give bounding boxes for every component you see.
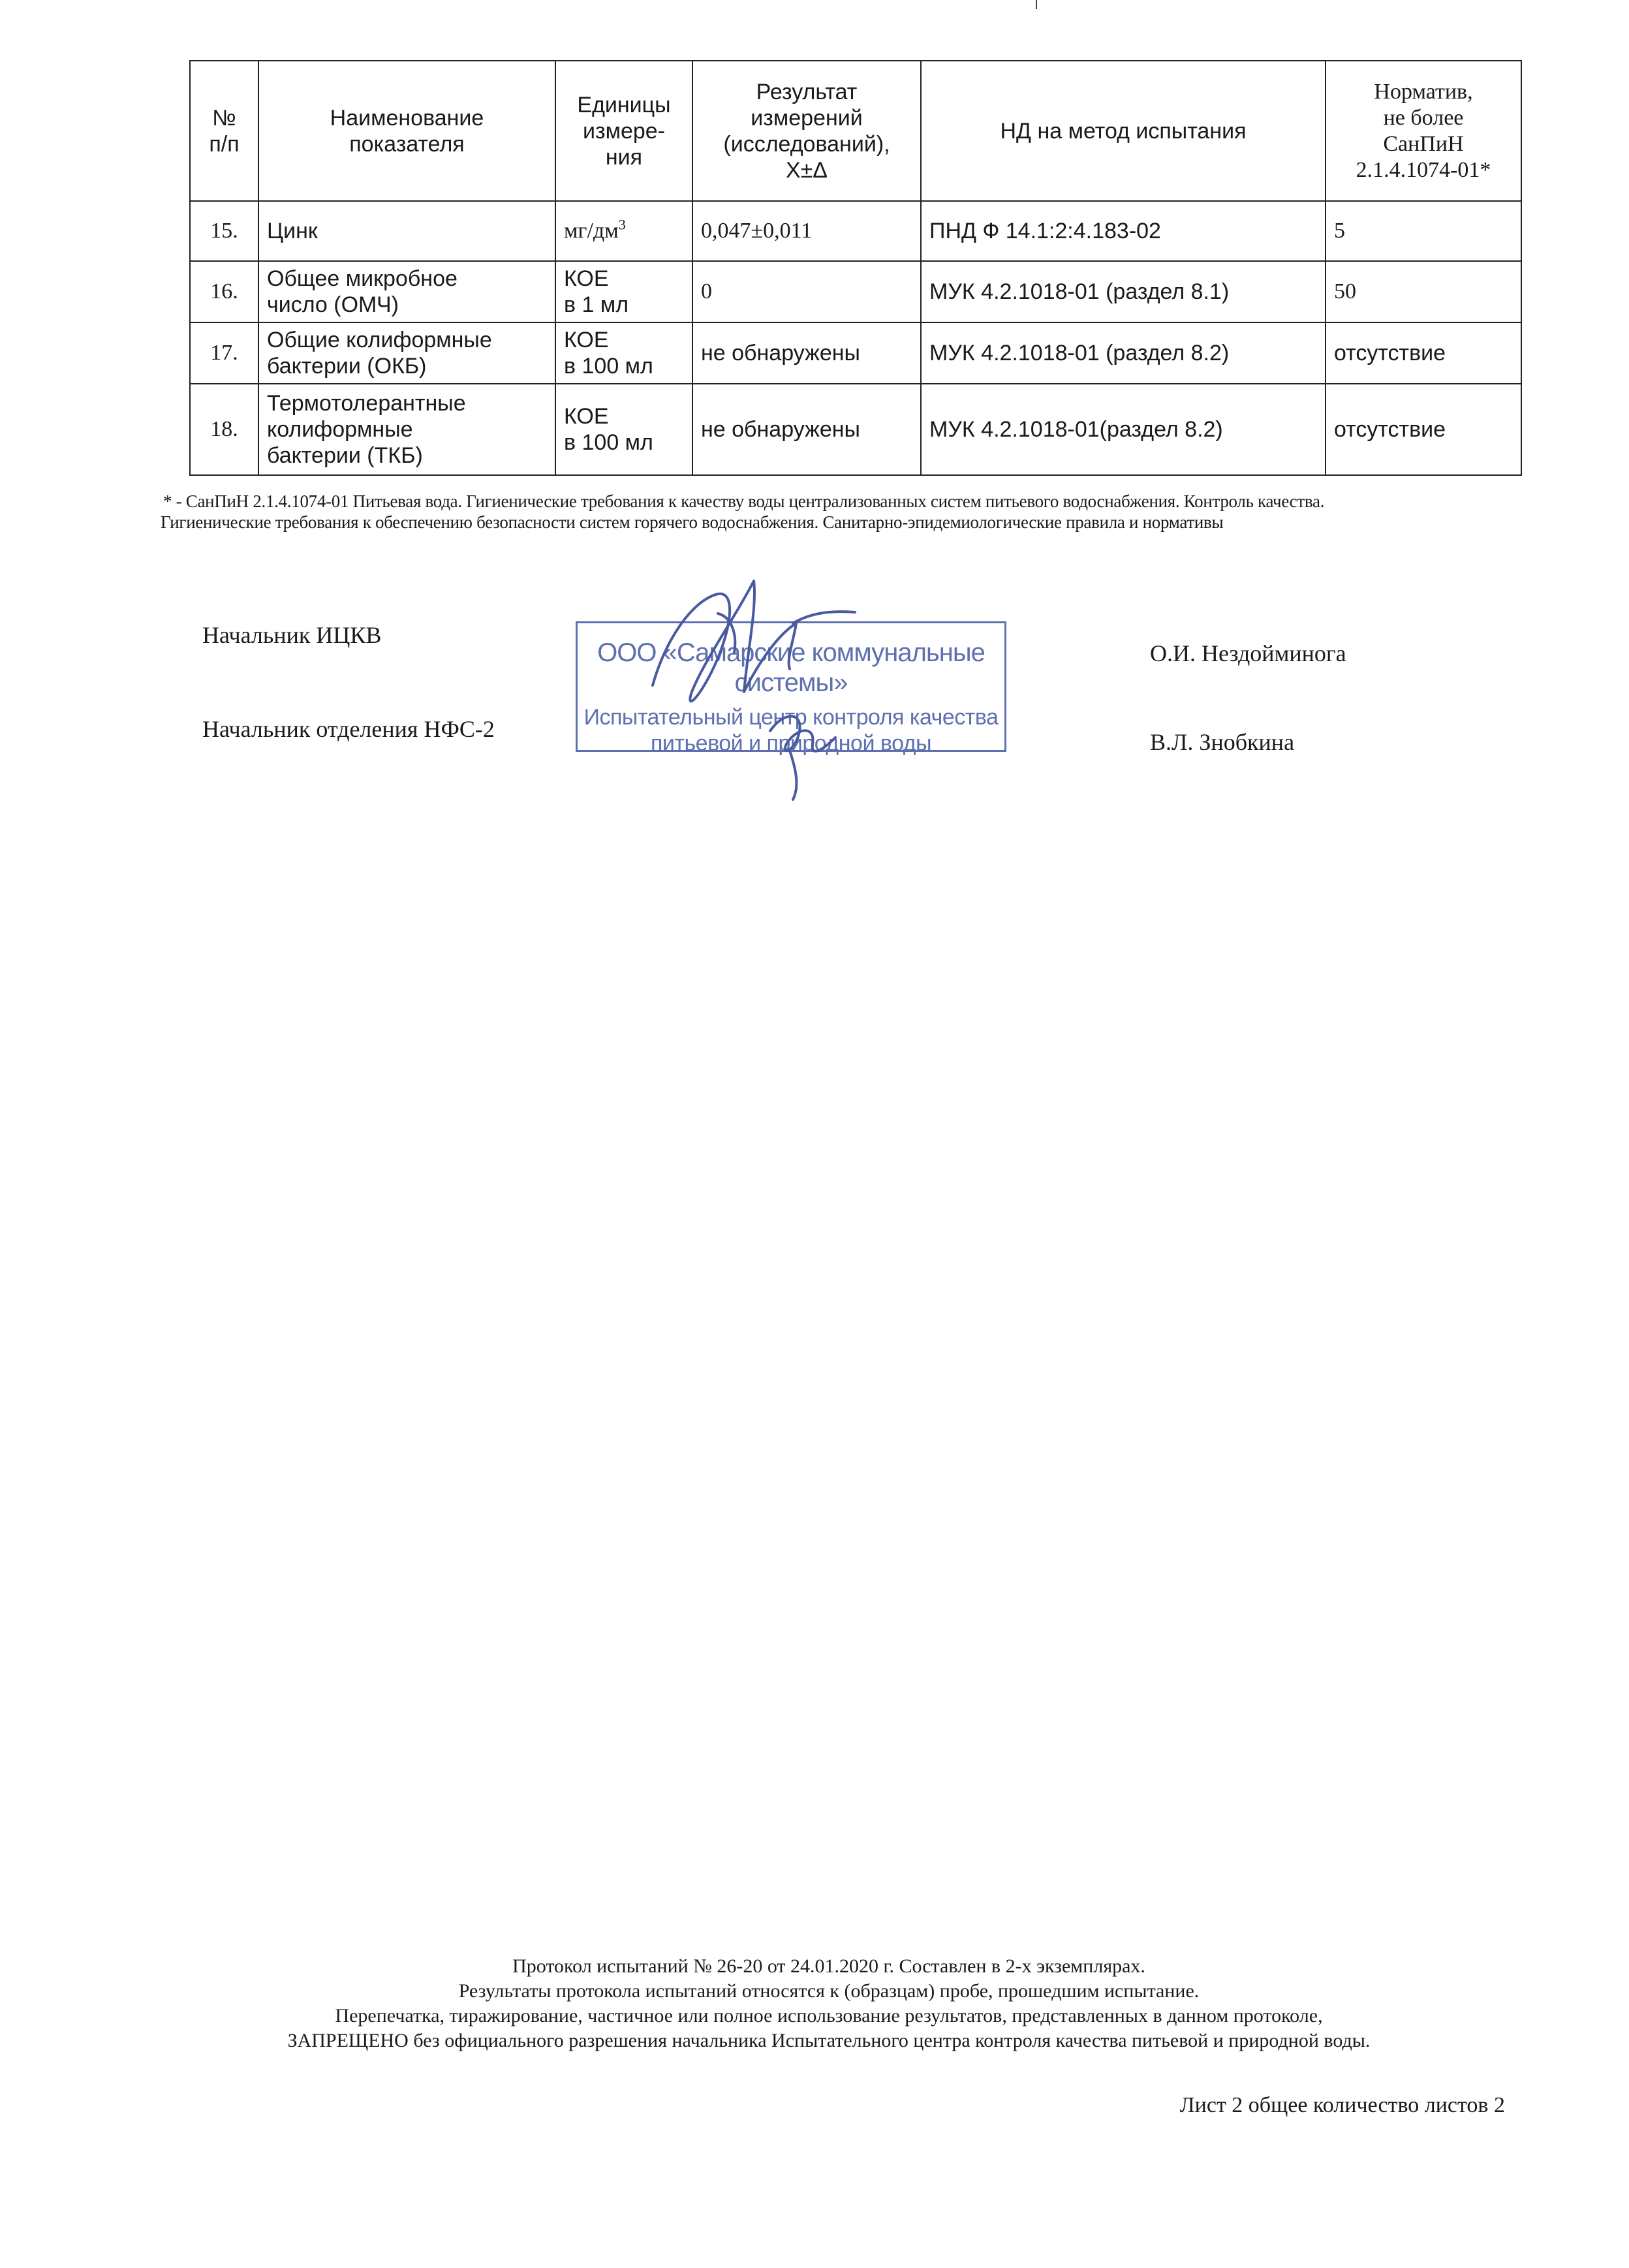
- method-reference: МУК 4.2.1018-01 (раздел 8.2): [921, 322, 1326, 384]
- stamp-line-1: ООО «Самарские коммунальные системы»: [597, 638, 985, 697]
- table-row: [190, 201, 1521, 261]
- table-row: [190, 261, 1521, 322]
- header-number: № п/п: [190, 61, 258, 201]
- sheet-counter: Лист 2 общее количество листов 2: [1179, 2093, 1505, 2117]
- name-head-ickv: О.И. Нездойминога: [1150, 640, 1346, 666]
- table-row: [190, 384, 1521, 475]
- unit-cell: КОЕ в 1 мл: [555, 261, 692, 322]
- unit-cell: КОЕ в 100 мл: [555, 384, 692, 475]
- indicator-name: Общие колиформные бактерии (ОКБ): [258, 322, 555, 384]
- stamp-line-2: Испытательный центр контроля качества: [583, 705, 999, 730]
- row-number: 17.: [190, 322, 258, 384]
- unit-superscript: 3: [618, 216, 626, 233]
- result-value: 0,047±0,011: [692, 201, 921, 261]
- name-head-nfs2: В.Л. Знобкина: [1150, 729, 1295, 755]
- indicator-name: Цинк: [258, 201, 555, 261]
- method-reference: ПНД Ф 14.1:2:4.183-02: [921, 201, 1326, 261]
- results-scope-line: Результаты протокола испытаний относятся к (образцам) пробе, прошедшим испытание.: [458, 1980, 1200, 2002]
- indicator-name: Термотолерантные колиформные бактерии (ТКБ): [258, 384, 555, 475]
- scan-mark: [1036, 0, 1037, 9]
- header-norm: Норматив, не более СанПиН 2.1.4.1074-01*: [1326, 61, 1521, 201]
- norm-value: отсутствие: [1326, 322, 1521, 384]
- result-value: не обнаружены: [692, 384, 921, 475]
- unit-cell: $мг/дм^3$: [555, 201, 692, 261]
- header-method: НД на метод испытания: [921, 61, 1326, 201]
- row-number: 16.: [190, 261, 258, 322]
- header-indicator-name: Наименование показателя: [258, 61, 555, 201]
- indicator-name: Общее микробное число (ОМЧ): [258, 261, 555, 322]
- footnote: [163, 491, 1547, 533]
- results-table: [189, 60, 1522, 476]
- copyright-line-2: ЗАПРЕЩЕНО без официального разрешения начальника Испытательного центра контроля качества питьевой и природной воды.: [287, 2030, 1371, 2051]
- footnote-line-1: * - СанПиН 2.1.4.1074-01 Питьевая вода. Гигиенические требования к качеству воды централизованных систем питьевого водоснабжения. Контроль качества.: [163, 491, 1325, 511]
- header-units: Единицы измере- ния: [555, 61, 692, 201]
- role-head-nfs2: Начальник отделения НФС-2: [202, 716, 495, 742]
- handwritten-signature: [640, 561, 875, 809]
- result-value: не обнаружены: [692, 322, 921, 384]
- row-number: 15.: [190, 201, 258, 261]
- norm-value: отсутствие: [1326, 384, 1521, 475]
- role-head-ickv: Начальник ИЦКВ: [202, 622, 382, 648]
- norm-value: 50: [1326, 261, 1521, 322]
- table-header-row: [190, 61, 1521, 201]
- unit-cell: КОЕ в 100 мл: [555, 322, 692, 384]
- header-result: Результат измерений (исследований), X±Δ: [692, 61, 921, 201]
- protocol-info-line: Протокол испытаний № 26-20 от 24.01.2020 г. Составлен в 2-х экземплярах.: [512, 1955, 1145, 1977]
- table-row: [190, 322, 1521, 384]
- norm-value: 5: [1326, 201, 1521, 261]
- footnote-line-2: Гигиенические требования к обеспечению безопасности систем горячего водоснабжения. Санитарно-эпидемиологические правила и нормативы: [161, 512, 1224, 532]
- copyright-line-1: Перепечатка, тиражирование, частичное или полное использование результатов, представленных в данном протоколе,: [335, 2005, 1323, 2027]
- result-value: 0: [692, 261, 921, 322]
- stamp-line-3: питьевой и природной воды: [650, 731, 932, 756]
- row-number: 18.: [190, 384, 258, 475]
- method-reference: МУК 4.2.1018-01 (раздел 8.1): [921, 261, 1326, 322]
- method-reference: МУК 4.2.1018-01(раздел 8.2): [921, 384, 1326, 475]
